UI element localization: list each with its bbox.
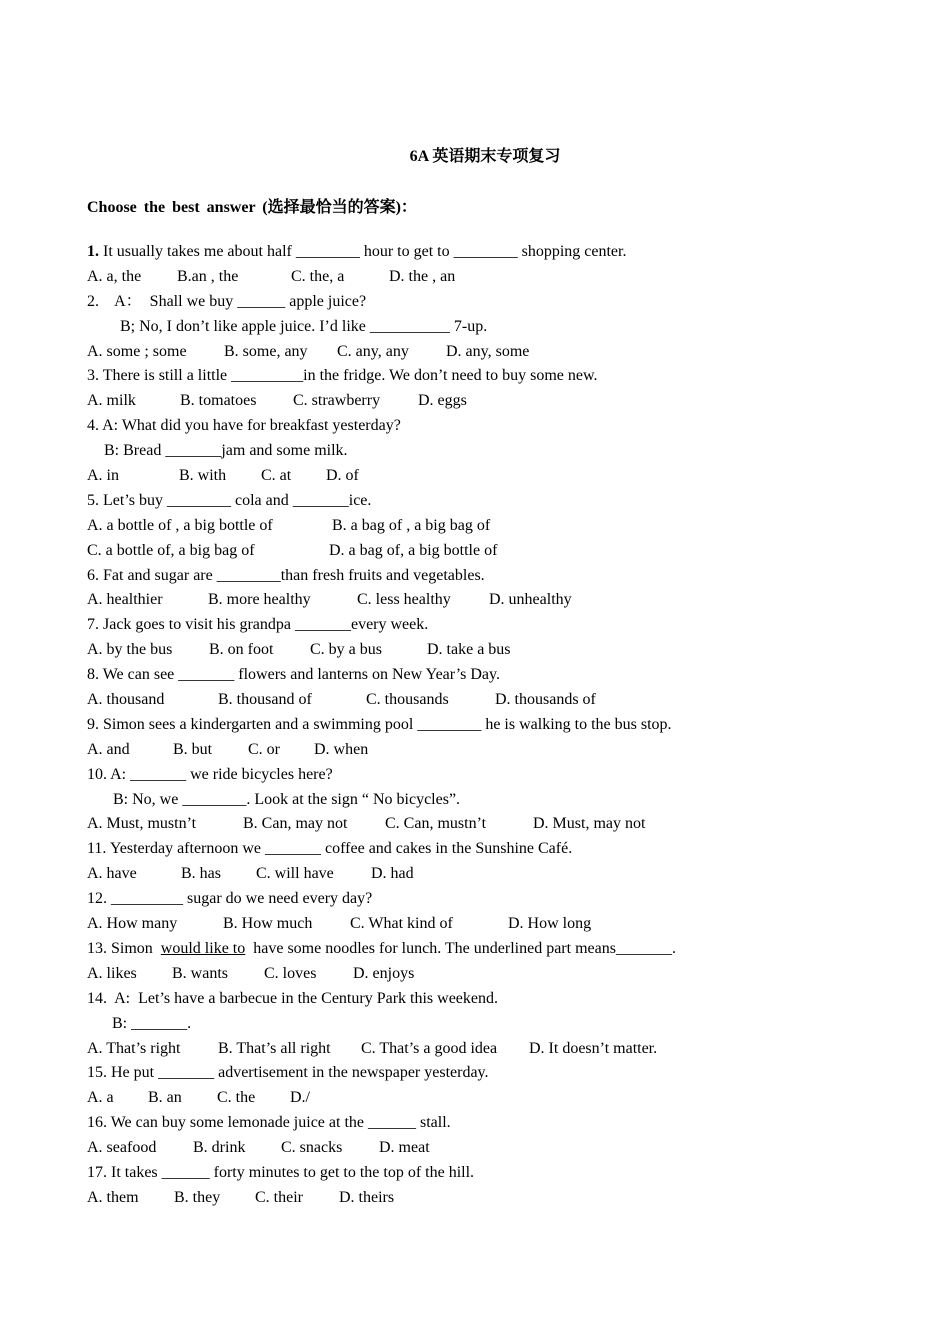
question-15: 15. He put _______ advertisement in the newspaper yesterday. <box>87 1064 489 1082</box>
options-1 <box>87 265 887 290</box>
question-text: It usually takes me about half ________ hour to get to ________ shopping center. <box>99 243 627 260</box>
option-d: D. had <box>371 865 414 883</box>
options-16 <box>87 1136 887 1161</box>
options-5-row2 <box>87 539 887 564</box>
option-d: D. of <box>326 467 359 485</box>
option-b: B. How much <box>223 915 313 933</box>
option-c: C. the, a <box>291 267 345 285</box>
option-a: A. a, the <box>87 267 142 285</box>
option-c: C. What kind of <box>350 915 453 933</box>
options-6 <box>87 588 887 613</box>
option-a: A. some ; some <box>87 342 187 360</box>
option-c: C. or <box>248 740 280 758</box>
option-a: A. have <box>87 865 137 883</box>
instruction: Choose the best answer (选择最恰当的答案)： <box>87 199 417 216</box>
option-a: A. them <box>87 1188 139 1206</box>
option-a: A. a bottle of , a big bottle of <box>87 516 273 534</box>
option-a: A. How many <box>87 915 178 933</box>
question-9: 9. Simon sees a kindergarten and a swimming pool ________ he is walking to the bus stop. <box>87 715 672 733</box>
option-d: D. It doesn’t matter. <box>529 1039 658 1057</box>
question-5: 5. Let’s buy ________ cola and _______ice. <box>87 491 372 509</box>
question-12: 12. _________ sugar do we need every day? <box>87 890 373 908</box>
question-7: 7. Jack goes to visit his grandpa _______every week. <box>87 616 429 634</box>
option-c: C. any, any <box>337 342 409 360</box>
option-d: D. meat <box>379 1139 430 1157</box>
option-b: B. a bag of , a big bag of <box>332 516 491 534</box>
option-a: A. milk <box>87 392 136 410</box>
option-a: A. thousand <box>87 691 165 709</box>
question-list <box>87 240 887 1211</box>
option-b: B. Can, may not <box>243 815 348 833</box>
option-c: C. thousands <box>366 691 449 709</box>
options-14 <box>87 1037 887 1062</box>
question-13 <box>87 937 887 962</box>
option-d: D. eggs <box>418 392 467 410</box>
question-17: 17. It takes ______ forty minutes to get to the top of the hill. <box>87 1163 475 1181</box>
question-14-reply: B: _______. <box>112 1014 192 1032</box>
option-d: D. Must, may not <box>533 815 646 833</box>
question-16: 16. We can buy some lemonade juice at the ______ stall. <box>87 1114 451 1132</box>
question-text-start: 13. Simon <box>87 939 161 957</box>
option-b: B. on foot <box>209 641 274 659</box>
question-10: 10. A: _______ we ride bicycles here? <box>87 765 333 783</box>
question-4: 4. A: What did you have for breakfast yesterday? <box>87 417 401 435</box>
option-c: C. Can, mustn’t <box>385 815 487 833</box>
options-17 <box>87 1186 887 1211</box>
option-a: A. seafood <box>87 1139 157 1157</box>
option-d: D. take a bus <box>427 641 511 659</box>
option-b: B. wants <box>172 964 228 982</box>
option-c: C. less healthy <box>357 591 451 609</box>
option-b: B. an <box>148 1089 182 1107</box>
option-a: A. in <box>87 467 119 485</box>
question-11: 11. Yesterday afternoon we _______ coffee and cakes in the Sunshine Café. <box>87 840 573 858</box>
option-a: A. Must, mustn’t <box>87 815 197 833</box>
question-text-end: have some noodles for lunch. The underlined part means_______. <box>245 939 676 957</box>
option-d: D. How long <box>508 915 592 933</box>
option-d: D. when <box>314 740 369 758</box>
option-a: A. That’s right <box>87 1039 181 1057</box>
question-6: 6. Fat and sugar are ________than fresh fruits and vegetables. <box>87 566 485 584</box>
option-c: C. by a bus <box>310 641 382 659</box>
options-2 <box>87 340 887 365</box>
question-3: 3. There is still a little _________in the fridge. We don’t need to buy some new. <box>87 367 598 385</box>
option-c: C. a bottle of, a big bag of <box>87 541 255 559</box>
option-d: D./ <box>290 1089 310 1107</box>
option-b: B.an , the <box>177 267 239 285</box>
option-d: D. enjoys <box>353 964 415 982</box>
options-4 <box>87 464 887 489</box>
question-8: 8. We can see _______ flowers and lanterns on New Year’s Day. <box>87 666 500 684</box>
option-a: A. by the bus <box>87 641 173 659</box>
option-d: D. a bag of, a big bottle of <box>329 541 498 559</box>
option-c: C. loves <box>264 964 317 982</box>
option-a: A. and <box>87 740 130 758</box>
question-2: 2. A： Shall we buy ______ apple juice? <box>87 292 367 310</box>
option-b: B. with <box>179 467 227 485</box>
options-7 <box>87 638 887 663</box>
option-a: A. a <box>87 1089 114 1107</box>
options-5-row1 <box>87 514 887 539</box>
underlined-phrase: would like to <box>160 939 246 957</box>
option-c: C. strawberry <box>293 392 381 410</box>
option-b: B. drink <box>193 1139 246 1157</box>
option-d: D. any, some <box>446 342 530 360</box>
options-3 <box>87 389 887 414</box>
option-c: C. snacks <box>281 1139 343 1157</box>
option-d: D. the , an <box>389 267 456 285</box>
options-11 <box>87 862 887 887</box>
option-b: B. but <box>173 740 213 758</box>
question-number: 1. <box>87 243 99 260</box>
option-d: D. unhealthy <box>489 591 572 609</box>
options-13 <box>87 962 887 987</box>
question-4-reply: B: Bread _______jam and some milk. <box>104 442 348 460</box>
option-a: A. healthier <box>87 591 163 609</box>
option-b: B. thousand of <box>218 691 312 709</box>
options-15 <box>87 1086 887 1111</box>
options-12 <box>87 912 887 937</box>
option-d: D. theirs <box>339 1188 395 1206</box>
option-c: C. That’s a good idea <box>361 1039 498 1057</box>
options-9 <box>87 738 887 763</box>
option-c: C. their <box>255 1188 303 1206</box>
option-d: D. thousands of <box>495 691 596 709</box>
options-8 <box>87 688 887 713</box>
question-10-reply: B: No, we ________. Look at the sign “ No bicycles”. <box>113 790 461 808</box>
option-c: C. at <box>261 467 292 485</box>
question-1 <box>87 240 887 265</box>
options-10 <box>87 812 887 837</box>
question-14: 14. A: Let’s have a barbecue in the Century Park this weekend. <box>87 989 498 1007</box>
option-b: B. That’s all right <box>218 1039 331 1057</box>
option-b: B. they <box>174 1188 221 1206</box>
page-title: 6A 英语期末专项复习 <box>409 148 561 165</box>
option-b: B. tomatoes <box>180 392 257 410</box>
option-b: B. has <box>181 865 221 883</box>
option-b: B. more healthy <box>208 591 311 609</box>
option-c: C. the <box>217 1089 256 1107</box>
option-c: C. will have <box>256 865 334 883</box>
option-a: A. likes <box>87 964 137 982</box>
question-2-reply: B; No, I don’t like apple juice. I’d like __________ 7-up. <box>120 317 488 335</box>
option-b: B. some, any <box>224 342 308 360</box>
